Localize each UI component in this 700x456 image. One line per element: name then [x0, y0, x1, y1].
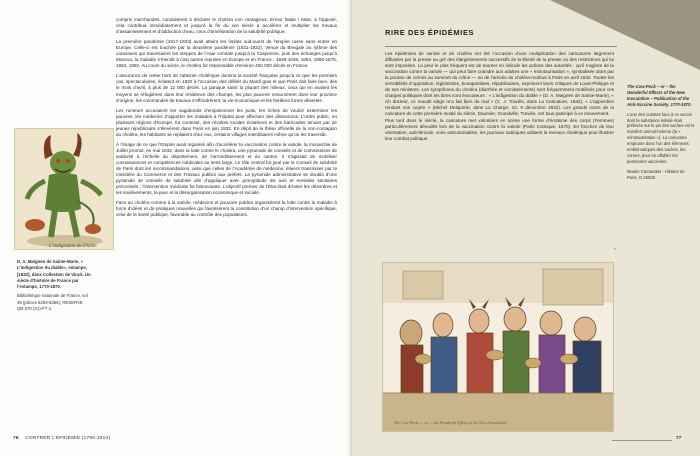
left-caption-title: D. A. Maignen de Sainte-Marie, « L’indigestion du diable», estampe, [1832], dans Collection de Vinck. Un siècle d’histoire de France par l’estampe, 1770-1870. — [17, 259, 91, 290]
left-figure-caption — [17, 259, 91, 312]
right-caption-title: The Cow-Pock – or – the Wonderful Effects of the New Inoculation – Publication of the Anti-Vaccine Society, 1770-1870. — [627, 84, 692, 107]
right-side-caption — [627, 84, 695, 185]
left-running-head: CONTRER L’ÉPIDÉMIE (1750-1914) — [25, 436, 111, 441]
left-paragraph: Les rumeurs accusaient les vagabonds d’empoisonner les puits, les riches de vouloir exterminer les pauvres, les médecins d’apporter les malades à l’hôpital pour effectuer des dissections. L’ordre public, en plusieurs régions d’Europe, fut contesté, des révoltes locales éclatèrent et des barricades tenues par de jeunes républicains s’élevèrent dans Paris en juin 1832. En dépit de la thèse officielle de la non-contagion du choléra, les habitants se repliaient chez eux, certains villages interdisaient même qu’on les traversât. — [116, 107, 337, 137]
left-page-number: 76 — [13, 436, 19, 441]
left-paragraph: Face au choléra comme à la variole, médecins et pouvoirs publics organisèrent la lutte contre la maladie à force d’idées et de pratiques nouvelles qui favorisèrent la constitution d’un champ d’intervention spécifique, celui de la santé publique, favorable au contrôle des populations. — [116, 200, 337, 218]
devil-illustration — [14, 128, 114, 250]
left-footer — [13, 436, 110, 441]
cow-pock-engraving — [382, 262, 614, 432]
right-footer-rule — [612, 440, 672, 441]
left-paragraph: compris marchandes, conduisirent à déclarer le choléra non contagieux. Erreur fatale ! Mais, à l’opposé, cela contribua immédiatement et jusqu’à la fin du xxe siècle à accélérer et multiplier les travaux d’assainissement et d’adduction d’eau, ceux d’amélioration de la salubrité publique. — [116, 17, 337, 35]
section-rule — [385, 46, 617, 47]
right-caption-source: Musée Carnavalet - Histoire de Paris, G.26838. — [627, 168, 685, 180]
cow-pock-engraving-art — [383, 263, 614, 432]
quote-mark-icon: ” — [614, 248, 617, 255]
left-caption-source: Bibliothèque nationale de France, vol 46 (pièces 6283-6356), RESERVE QB-370 (41)-FT 4. — [17, 293, 88, 312]
left-paragraph: La première pandémie (1817-1823) avait atteint les limites sud-ouest de l’empire russe sans entrer en Europe. Celle-ci est touchée par la deuxième pandémie (1831-1832). Venue du Bengale au rythme des caravanes qui traversaient les steppes de l’Asie centrale jusqu’à la Caspienne, puis des échanges jusqu’à Moscou, la maladie s’étendit à cinq autres reprises en Europe et en France : 1848-1849, 1854, 1866-1875, 1884, 1892. Au cours du siècle, le choléra fut responsable d’environ 450 000 décès en France. — [116, 39, 337, 69]
left-paragraph: L’assurance de rester hors de l’atteinte cholérique domina la société française jusqu’à ce que les premiers cas, spectaculaires, éclatent en 1832 à l’occasion des défilés du Mardi gras et que Paris doit faire face, dès le mois d’avril, à plus de 12 000 décès. La panique saisit la plupart des milieux, ceux qui en avaient les moyens se réfugièrent dans leur résidence des champs, les plus pauvres retournèrent dans leur province d’origine, les commandes de travaux s’effondrèrent, la vie économique et les théâtres furent désertés. — [116, 73, 337, 103]
right-body-text — [385, 51, 614, 142]
devil-illustration-art — [15, 129, 114, 250]
left-paragraph: À l’image de ce que l’Empire avait organisé afin d’accélérer la vaccination contre la variole, la monarchie de Juillet promut, en mai 1832, dans la lutte contre le choléra, une pyramide de conseils et de commissions de salubrité à l’échelle du département, de l’arrondissement et du canton. Il s’agissait de mobiliser connaissances et compétences médicales au sens large. Le rôle central fut joué par le Conseil de salubrité de Paris dont les recommandations, ainsi que celles de l’Académie de médecine, étaient transmises par le ministère du Commerce et des Travaux publics aux préfets. La pyramide administrative se doubla d’une pyramide de conseils de salubrité afin d’appliquer avec promptitude les avis et remèdes sanitaires préconisés ; l’intervention médicale fut foisonnante. L’objectif premier de l’État était d’éviter les désordres et les soulèvements, la peur et la désorganisation économique et sociale. — [116, 141, 337, 196]
right-page-number: 77 — [676, 436, 682, 441]
right-caption-description: L’une des craintes face à ce vaccin dont la substance initiale était prélevée sur le pis des vaches est le transfert animal-homme (la « minotaurisation »). La caricature emprunte donc l’un des éléments emblématiques des vaches, les cornes, pour en affubler les personnes vaccinées. — [627, 111, 695, 164]
book-gutter — [348, 0, 352, 456]
section-title: RIRE DES ÉPIDÉMIES — [385, 28, 475, 37]
right-paragraph: Plus tard dans le siècle, la caricature met volontiers en scène une forme d’érotisme des corps (Femmes) particulièrement dénudés lors de la vaccination contre la variole (Paris Comique, 1870). En fonction de leur orientation, anticléricale, voire anticolonialiste, les journaux satiriques utilisent la menace cholérique pour illustrer leur combat politique. — [385, 117, 614, 141]
left-body-text — [116, 17, 337, 222]
right-paragraph: Les épidémies de variole et de choléra ont été l’occasion d’une multiplication des caricatures largement diffusées par la presse au gré des élargissements successifs de la liberté de la presse ou des restrictions qui lui sont imposées. La peur le plus fréquent est de tourner en ridicule les actions des autorités : qu’il s’agisse de la vaccination contre la variole — qui peut faire craindre aux adultes une « minotaurisation », symbolisée alors par la pousse de cornes au sommet du crâne — ou de l’arrivée du choléra-morbus à Paris en avril 1832. Toutes les sensibilités d’opposition, légitimistes, bonapartistes, républicaines, expriment leurs critiques de Louis-Philippe et de ses ministres. Les symptômes du choléra (diarrhée et vomissements) sont fréquemment mobilisés pour ces charges politiques dont les titres sont évocateurs : « L’indigestion du diable » (D. A. Maignen de Sainte-Marie), « Ah docteur, ce maudit siège m’a fait bien du mal » (C. J. Traviès, dans La Caricature, 1832), « L’opposition rendant son ceptre » (Michel Delaporte, dans La Charge, 10, 9 décembre 1832). Les grands noms de la caricature de cette première moitié du siècle, Daumier, Grandville, Traviès, ont tous participé à ce mouvement. — [385, 51, 614, 117]
engraving-caption: The Cow-Pock, — or, — the Wonderful Effects of the New Inoculation! — [394, 420, 508, 425]
figure-inscription: L’indigestion du Diable — [49, 244, 97, 249]
